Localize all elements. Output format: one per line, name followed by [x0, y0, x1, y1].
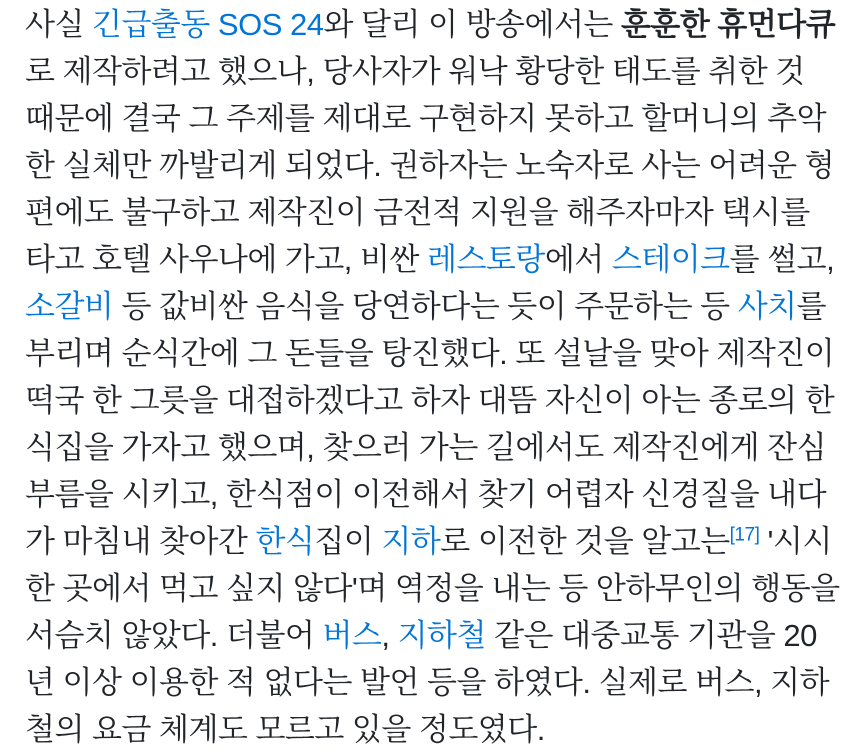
wiki-link[interactable]: 스테이크 — [611, 242, 730, 277]
footnote-ref — [730, 525, 760, 546]
footnote-ref-link[interactable]: [17] — [729, 524, 760, 546]
wiki-link[interactable]: 지하 — [381, 524, 441, 559]
text-run: , — [381, 618, 398, 653]
text-run: 에서 — [544, 242, 612, 277]
text-run: 집이 — [314, 524, 382, 559]
wiki-link[interactable]: 지하철 — [397, 618, 486, 653]
wiki-link[interactable]: 레스토랑 — [427, 242, 545, 277]
text-run: '시시한 곳에서 먹고 싶지 않다'며 역정을 내는 등 안하무인의 행동을 서슴치 않았다. 더불어 — [25, 524, 840, 653]
text-run: 로 제작하려고 했으나, 당사자가 워낙 황당한 태도를 취한 것 때문에 결국 그 주제를 제대로 구현하지 못하고 할머니의 추악한 실체만 까발리게 되었다. 권하자는 노숙자로 사는 어려운 형편에도 불구하고 제작진이 금전적 지원을 해주자마자 택시를 타고 호텔 사우나에 가고, 비싼 — [25, 54, 835, 277]
wiki-link[interactable]: 한식 — [255, 524, 315, 559]
bold-text-run: 훈훈한 휴먼다큐 — [620, 7, 836, 42]
text-run: 를 썰고, — [729, 242, 835, 277]
text-run: 등 값비싼 음식을 당연하다는 듯이 주문하는 등 — [113, 289, 738, 324]
text-run: 같은 대중교통 기관을 20년 이상 이용한 적 없다는 발언 등을 하였다. 실제로 버스, 지하철의 요금 체계도 모르고 있을 정도였다. — [25, 618, 830, 747]
wiki-link[interactable]: 사치 — [737, 289, 797, 324]
wiki-link[interactable]: 버스 — [322, 618, 382, 653]
text-run: 로 이전한 것을 알고는 — [440, 524, 730, 559]
text-run: 와 달리 이 방송에서는 — [323, 7, 621, 42]
wiki-link[interactable]: 소갈비 — [25, 289, 114, 324]
text-run: 를 부리며 순식간에 그 돈들을 탕진했다. 또 설날을 맞아 제작진이 떡국 한 그릇을 대접하겠다고 하자 대뜸 자신이 아는 종로의 한식집을 가자고 했으며, 찾으러 가는 길에서도 제작진에게 잔심부름을 시키고, 한식점이 이전해서 찾기 어렵자 신경질을 내다가 마침내 찾아간 — [25, 289, 835, 559]
text-run: 사실 — [25, 7, 93, 42]
wiki-link[interactable]: 긴급출동 SOS 24 — [92, 7, 324, 42]
